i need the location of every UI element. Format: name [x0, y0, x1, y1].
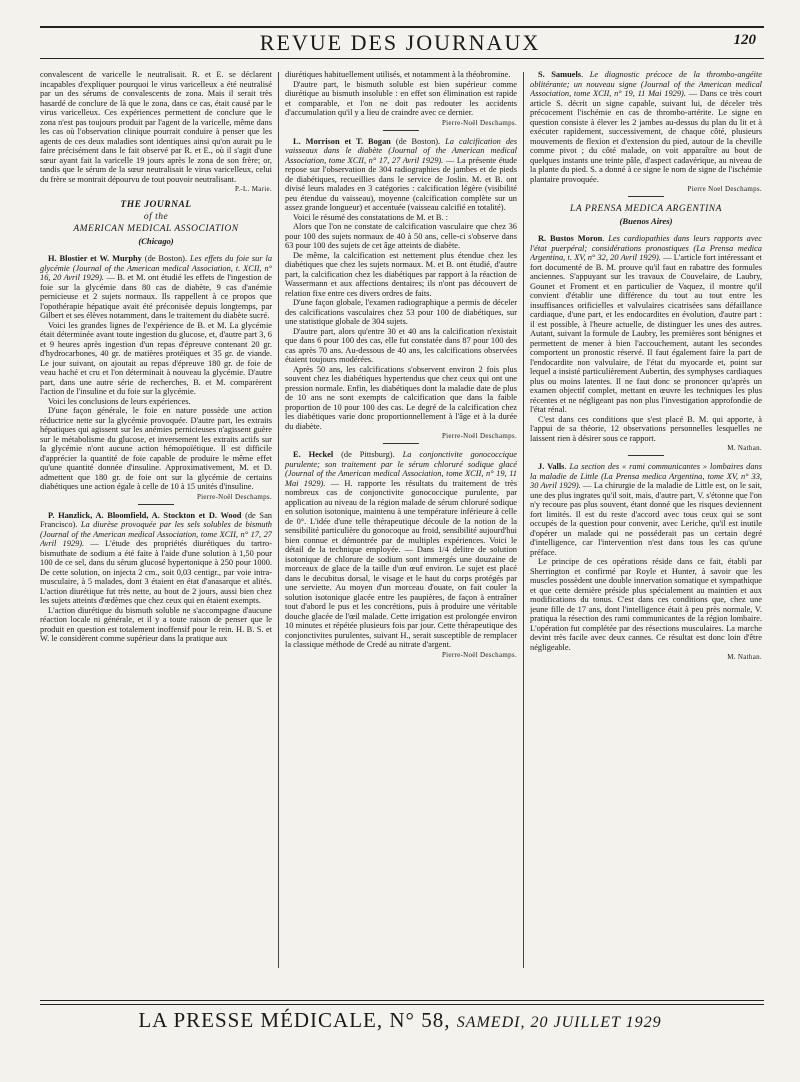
author-location: . [564, 462, 570, 471]
column-3 [530, 70, 762, 972]
article-paragraph: Voici le résumé des constatations de M. et B. : [293, 212, 448, 222]
author-location: . [602, 234, 609, 243]
separator [138, 504, 174, 505]
article-title: Les effets du foie sur la glycémie (Journal of the American medical Association, t. XCII, n° 16, 20 Avril 1929). [40, 254, 272, 282]
article-7-lead [530, 462, 762, 557]
section-title-line1: THE JOURNAL [120, 200, 192, 210]
author-names: S. Samuels [538, 70, 582, 79]
signature: M. Nathan. [727, 653, 762, 661]
signature: M. Nathan. [727, 444, 762, 452]
article-title: Les cardiopathies dans leurs rapports avec l'état puerpéral; considérations pronostiques (La Prensa medica Argentina, t. XV, n° 32, 20 Avril 1929). [530, 234, 762, 262]
author-location: (de Boston). [390, 136, 446, 146]
author-location: (de Pittsburg). [333, 450, 403, 459]
article-text: — L'article fort intéressant et fort documenté de B. M. prouve qu'il faut en rabattre des formules anciennes. S'appuyant sur les travaux de Couvelaire, de Laubry, Gounet et Froment et en particulier de Vaquez, il montre qu'il convient d'établir une différence du tout au tout entre les insuffisances orificielles et valvulaires cicatrisées sans défaillance cardiaque, d'une part, et les endocardites en évolution, d'autre part : il est possible, à l'heure actuelle, de distinguer les unes des autres. Autant, suivant la formule de Laubry, les premières sont bénignes et permettent de mener à bien l'accouchement, autant les secondes comportent un pronostic réservé. Il faut également faire la part de l'endocardite non valvulaire, de l'état du myocarde et, point sur lequel a insisté particulièrement Aubertin, des symphyses cardiaques plus ou moins latentes. Il ne faut donc se prononcer qu'après un examen objectif complet, mettant en œuvre les techniques les plus récentes et ne négligeant pas non plus l'investigation approfondie de l'état rénal. [530, 253, 762, 414]
article-paragraph: De même, la calcification est nettement plus étendue chez les diabétiques que chez les sujets normaux. M. et B. ont étudié, d'autre part, la calcification chez les diabétiques par rapport à la réaction de Wassermann et aux affections dentaires; ils n'ont pas découvert de relation fixe entre ces divers ordres de faits. [285, 250, 517, 298]
footer [0, 1008, 800, 1033]
section-city: (Buenos Aires) [619, 216, 673, 226]
signature: Pierre-Noël Deschamps. [441, 650, 517, 659]
article-text: — L'étude des propriétés diurétiques du tartro-bismuthate de sodium a été faite à l'aide d'une solution à 1,50 pour 100 de ce sel, dans du sérum glucosé hypertonique à 250 pour 1000. De cette solution, on injecta 2 cm., soit 0,03 centigr., par voie intra-musculaire, à 5 malades, dont 3 étaient en état d'anasarque et alités. L'action diurétique fut très nette, au bout de 2 jours, aussi bien chez les sujets atteints d'œdèmes que chez ceux qui en étaient exempts. [40, 539, 272, 605]
author-location: (de Boston). [141, 254, 190, 263]
author-names: E. Heckel [293, 450, 334, 459]
signature: P.-L. Marie. [234, 185, 272, 193]
col2-intro-paragraph: diurétiques habituellement utilisés, et notamment à la théobromine. [285, 70, 511, 79]
article-2-lead [40, 511, 272, 606]
article-paragraph: Alors que l'on ne constate de calcification vasculaire que chez 36 pour 100 des sujets normaux de 40 à 50 ans, celle-ci s'observe dans 63 pour 100 des sujets de cet âge atteints de diabète. [285, 222, 517, 250]
article-6-lead [530, 234, 762, 415]
section-title: LA PRENSA MEDICA ARGENTINA [570, 204, 722, 214]
article-paragraph: C'est dans ces conditions que s'est placé B. M. qui apporte, à l'appui de sa théorie, 12 observations personnelles lesquelles ne laissent rien à désirer sous ce rapport. [530, 414, 762, 443]
footer-rule [40, 1000, 764, 1001]
article-paragraph: D'autre part, alors qu'entre 30 et 40 ans la calcification n'existait que dans 6 pour 100 des cas, elle fut constatée dans 87 pour 100 des cas après 70 ans. Au-dessous de 40 ans, les calcifications observées étaient toujours modérées. [285, 326, 517, 364]
column-1 [40, 70, 272, 972]
col1-intro-paragraph: convalescent de varicelle le neutralisait. R. et E. se déclarent incapables d'expliquer pourquoi le virus varicelleux a été neutralisé par un des sérums de convalescents de zona. Mais il serait très hasardé de conclure de là que le zona, dans ce cas, était causé par le virus varicelleux. Ces expériences permettent de conclure que le zona n'est pas toujours produit par l'agent de la varicelle, même dans les cas où l'observation clinique pourrait conduire à penser que les agents de ces deux maladies sont identiques ainsi qu'on aurait pu le faire précisément dans le fait observé par R. et E., où il s'agit d'une sœur ayant fait la varicelle 19 jours après le zona de son frère; or, tandis que le sérum de la sœur neutralisait le virus varicelleux, celui du frère se montrait dépourvu de tout pouvoir neutralisant. [40, 70, 272, 184]
article-text: — H. rapporte les résultats du traitement de très nombreux cas de conjonctivite gonococcique purulente, par application au niveau de la région malade de sérum chloruré sodique en solution isotonique, maintenu à une température inférieure à celle de 0°. L'idée d'une telle thérapeutique découle de la notion de la sensibilité particulière du gonocoque au froid, sensibilité aujourd'hui bien connue et démontrée par de multiples expériences. Voici le détail de la technique employée. — Dans 1/4 delitre de solution isotonique de chlorure de sodium sont immergés une douzaine de morceaux de glace de la taille d'un œuf environ. Le sujet est placé dans le decubitus dorsal, le visage et le haut du corps protégés par une serviette. Au moyen d'un morceau d'ouate, on fait couler la solution isotonique glacée entre les paupières, de façon à entraîner tout d'abord le pus et les concrétions, puis à produire une véritable douche glacée de l'œil malade. Cette irrigation est prolongée environ 10 minutes et répétée plusieurs fois par jour. Cette thérapeutique des conjonctivites purulentes, suivant H., serait susceptible de remplacer la classique méthode de Credé au nitrate d'argent. [285, 478, 517, 649]
article-paragraph: Le principe de ces opérations réside dans ce fait, établi par Sherrington et confirmé par Royle et Hunter, à savoir que les muscles possèdent une double innervation somatique et sympathique et que cette dernière préside plus spécialement au maintien et aux modifications du tonus. C'est dans ces conditions que, chez une jeune fille de 17 ans, dont l'intelligence était à peu près normale, V. pratiqua la résection des rami communicantes de la région lombaire. L'opération fut complétée par des résections musculaires. La marche devint très facile avec deux cannes. Ce résultat est donc loin d'être négligeable. [530, 557, 762, 652]
article-title: La conjonctivite gonococcique purulente; son traitement par le sérum chloruré sodique glacé (Journal of the American medical Association, tome XCII, n° 19, 11 Mai 1929). [285, 450, 517, 488]
article-title: La section des « rami communicantes » lombaires dans la maladie de Little (La Prensa medica Argentina, tome XV, n° 33, 30 Avril 1929). [530, 462, 762, 490]
signature: Pierre Noel Deschamps. [687, 185, 762, 193]
author-names: R. Bustos Moron [538, 234, 603, 243]
article-title: La diurèse provoquée par les sels solubles de bismuth (Journal of the American medical Association, tome XCII, n° 17, 27 Avril 1929). [40, 520, 272, 548]
running-title: REVUE DES JOURNAUX [259, 30, 541, 55]
footer-journal: LA PRESSE MÉDICALE, N° 58, [138, 1008, 451, 1032]
separator [383, 130, 419, 131]
article-text: — B. et M. ont étudié les effets de l'ingestion de foie sur la glycémie dans 80 cas de diabète, 9 cas d'anémie pernicieuse et 2 sujets normaux. Ils rappellent à ce propos que l'opothérapie hépatique avait été préconisée depuis longtemps, par Gilbert et ses élèves notamment, dans le traitement du diabète sucré. [40, 273, 272, 320]
article-paragraph: D'une façon globale, l'examen radiographique a permis de déceler des calcifications vasculaires chez 53 pour 100 de diabétiques, sur une statistique globale de 304 sujets. [285, 298, 517, 326]
article-1-lead [40, 254, 272, 321]
footer-rule-thin [40, 1004, 764, 1005]
article-title: Le diagnostic précoce de la thrombo-angéite oblitérante; un nouveau signe (Journal of the American medical Association, tome XCII, n° 19, 11 Mai 1929). [530, 70, 762, 98]
article-5-lead [530, 70, 762, 184]
author-names: L. Morrison et T. Bogan [293, 136, 391, 146]
article-4-lead [285, 450, 517, 650]
article-text: — La chirurgie de la maladie de Little est, on le sait, une des plus ingrates qu'il soit, mais, d'autre part, V. s'étonne que l'on n'y recoure pas plus souvent, étant donné que les risques deviennent fort limités. Il est du reste d'accord avec tous ceux qui se sont occupés de la question pour convenir, avec Leriche, qu'il est inutile d'opérer un malade qui ne posséderait pas un certain degré d'intelligence, car l'intervention n'est dans tous les cas qu'une préface. [530, 481, 762, 557]
article-paragraph: Après 50 ans, les calcifications s'observent environ 2 fois plus souvent chez les diabétiques hypertendus que chez ceux qui ont une pression normale. Enfin, les diabétiques dont la maladie date de plus de 10 ans ne sont exempts de calcification que dans la faible proportion de 10 pour 100 des cas. Le degré de la calcification chez les diabétiques varie donc proportionnellement à l'âge et à la durée du diabète. [285, 364, 517, 431]
separator [628, 196, 664, 197]
article-text: — Dans ce très court article S. décrit un signe capable, suivant lui, de déceler très précocement l'ischémie en cas de thrombo-artérite. Le signe en question consiste à élever les 2 jambes au-dessus du plan du lit et à exécuter rapidement, successivement, de chaque côté, plusieurs mouvements de flexion et d'extension du pied, autour de la cheville comme pivot ; du côté malade, on voit apparaître au bout de quelques instants une teinte pâle, d'aspect cadavérique, au niveau de la plante du pied. S. a donné à ce signe le nom de signe de l'ischémie plantaire provoquée. [530, 89, 762, 184]
article-text: — La présente étude repose sur l'observation de 304 radiographies de jambes et de pieds de diabétiques, recueillies dans le service de Joslin. M. et B. ont divisé leurs malades en 3 catégories : calcification légère (visibilité peu étendue du vaisseau), moyenne (calcification complète sur un assez grande longueur) et accentuée (vaisseau calcifié en totalité). [285, 155, 517, 212]
author-location: . [581, 70, 590, 79]
separator [383, 443, 419, 444]
column-2 [285, 70, 517, 972]
article-title: La calcification des vaisseaux dans le diabète (Journal of the American medical Association, tome XCII, n° 17, 27 Avril 1929). [285, 136, 517, 165]
column-rule-2 [523, 72, 524, 968]
author-names: P. Hanzlick, A. Bloomfield, A. Stockton et D. Wood [48, 510, 242, 520]
section-title-line2: of the [143, 212, 169, 222]
author-location: (de San Francisco). [40, 510, 272, 529]
section-title-line3: AMERICAN MEDICAL ASSOCIATION [73, 224, 239, 234]
author-names: J. Valls [538, 462, 565, 471]
article-paragraph: L'action diurétique du bismuth soluble ne s'accompagne d'aucune réaction locale ni générale, et il y a toute raison de penser que le produit en question est totalement inoffensif pour le rein. H. B. S. et W. le considèrent comme supérieur dans la pratique aux [40, 605, 272, 643]
article-3-lead [285, 137, 517, 213]
separator [628, 455, 664, 456]
author-names: H. Blostier et W. Murphy [48, 254, 142, 263]
signature: Pierre-Noël Deschamps. [441, 432, 517, 440]
footer-date: SAMEDI, 20 JUILLET 1929 [456, 1014, 662, 1031]
article-paragraph: D'une façon générale, le foie en nature possède une action réductrice nette sur la glycémie provoquée. D'autre part, les extraits hépatiques qui agissent sur les anémies pernicieuses n'agissent guère sur le métabolisme du glucose, et inversement les extraits actifs sur la glycémie n'ont aucune action hémopoïétique. Il est difficile d'apprécier la quantité de foie capable de produire le même effet qu'une quantité donnée d'insuline. Approximativement, M. et D. admettent que 180 gr. de foie ont sur la glycémie de certains diabétiques une action égale à celle de 10 à 15 unités d'insuline. [40, 406, 272, 491]
text-columns [40, 70, 762, 972]
article-paragraph: D'autre part, le bismuth soluble est bien supérieur comme diurétique au bismuth insoluble : en effet son élimination est rapide et comparable, et l'on ne doit pas redouter les accidents d'accumulation qu'il y a lieu de craindre avec ce dernier. [285, 79, 517, 117]
header-rule-bottom [40, 58, 764, 59]
page-number: 120 [733, 32, 756, 48]
signature: Pierre-Noël Deschamps. [441, 118, 517, 127]
column-rule-1 [278, 72, 279, 968]
header-rule-top [40, 26, 764, 28]
article-paragraph: Voici les grandes lignes de l'expérience de B. et M. La glycémie était déterminée avant toute ingestion du glucose, et, d'autre part 3, 6 et 9 heures après ingestion d'un repas d'épreuve contenant 20 gr. d'hydrocarbones, 40 gr. de matières protéiques et 35 gr. de viande. Le jour suivant, on ajoutait au repas d'épreuve 180 gr. de foie de veau haché et cru et l'on déterminait à nouveau la glycémie. D'autre part, dans une autre série de recherches, B. et M. comparèrent l'action de l'insuline et du foie sur la glycémie. [40, 320, 272, 396]
section-city: (Chicago) [138, 236, 174, 246]
article-paragraph: Voici les conclusions de leurs expériences. [48, 396, 191, 406]
signature: Pierre-Noël Deschamps. [196, 492, 272, 501]
